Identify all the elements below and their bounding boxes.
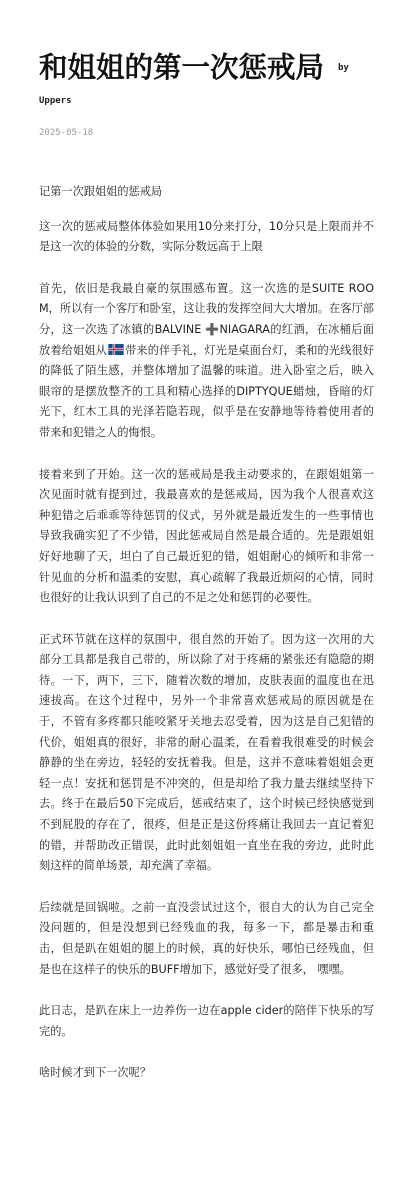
paragraph-atmosphere [39, 279, 374, 444]
paragraph-aftercare: 后续就是回锅啦。之前一直没尝试过这个，很自大的认为自己完全没问题的，但是没想到已经残血的我，每多一下，都是暴击和重击，但是趴在姐姐的腿上的时候，真的好快乐，哪怕已经残血，但是也在这样子的快乐的BUFF增加下，感觉好受了很多， 嘿嘿。 [39, 900, 374, 976]
paragraph-beginning: 接着来到了开始。这一次的惩戒局是我主动要求的，在跟姐姐第一次见面时就有提到过，我最喜欢的是惩戒局，因为我个人很喜欢这种犯错之后乖乖等待惩罚的仪式，另外就是最近发生的一些事情也导致我确实犯了不少错，因此惩戒局自然是最合适的。先是跟姐姐好好地聊了天，坦白了自己最近犯的错，姐姐耐心的倾听和非常一针见血的分析和温柔的安慰，真心疏解了我最近烦闷的心情，同时也很好的让我认识到了自己的不足之处和惩罚的必要性。 [39, 467, 374, 605]
paragraph-journal-note: 此日志，是趴在床上一边养伤一边在apple cider的陪伴下快乐的写完的。 [39, 1004, 374, 1038]
paragraph-score: 这一次的惩戒局整体体验如果用10分来打分，10分只是上限而并不是这一次的体验的分数，实际分数远高于上限 [39, 219, 374, 254]
article-title: 和姐姐的第一次惩戒局 [39, 51, 325, 84]
article-body [39, 182, 374, 1084]
title-row [39, 0, 374, 88]
by-label: by [338, 63, 349, 73]
paragraph-atmosphere-part2: 带来的伴手礼，灯光是桌面台灯，柔和的光线很好的降低了陌生感，并整体增加了温馨的味道。进入卧室之后，映入眼帘的是摆放整齐的工具和精心选择的DIPTYQUE蜡烛，昏暗的灯光下，红木工具的光泽若隐若现，似乎是在安静地等待着使用者的带来和犯错之人的悔恨。 [39, 343, 374, 439]
paragraph-main-session: 正式环节就在这样的氛围中，很自然的开始了。因为这一次用的大部分工具都是我自己带的，所以除了对于疼痛的紧张还有隐隐的期待。一下，两下，三下，随着次数的增加，皮肤表面的温度也在迅速拔高。在这个过程中，另外一个非常喜欢惩戒局的原因就是在于，不管有多疼都只能咬紧牙关地去忍受着，因为这是自己犯错的代价，姐姐真的很好，非常的耐心温柔，在看着我很难受的时候会静静的坐在旁边，轻轻的安抚着我。但是，这并不意味着姐姐会更轻一点！安抚和惩罚是不冲突的，但是却给了我力量去继续坚持下去。终于在最后50下完成后，惩戒结束了，这个时候已经快感觉到不到屁股的存在了，很疼，但是正是这份疼痛让我回去一直记着犯的错，并帮助改正错误，此时此刻姐姐一直坐在我的旁边，此时此刻这样的简单场景，却充满了幸福。 [39, 632, 374, 873]
paragraph-atmosphere-part1: 首先，依旧是我最自豪的氛围感布置。这一次选的是SUITE ROOM，所以有一个客厅和卧室，这让我的发挥空间大大增加。在客厅部分，这一次选了冰镇的BALVINE ➕NIAGARA的红酒，在冰桶后面放着给姐姐从 [39, 281, 374, 357]
iceland-flag-icon [108, 344, 124, 355]
paragraph-closing: 啥时候才到下一次呢？ [39, 1066, 151, 1080]
paragraph-intro: 记第一次跟姐姐的惩戒局 [39, 185, 163, 198]
author-name[interactable]: Uppers [39, 96, 72, 106]
publish-date: 2025-05-18 [39, 128, 94, 138]
